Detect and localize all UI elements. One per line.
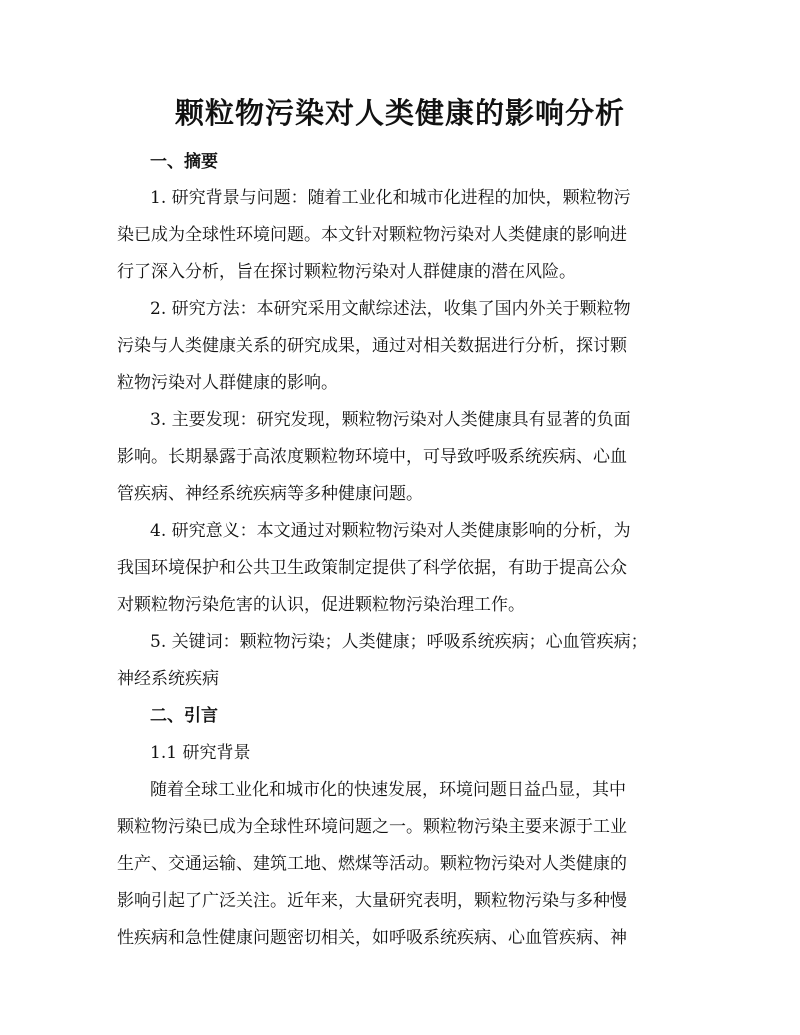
abstract-item-4-line-3: 对颗粒物污染危害的认识，促进颗粒物污染治理工作。 xyxy=(117,595,525,615)
subsection-heading-1-1: 1.1 研究背景 xyxy=(150,743,251,763)
background-line-4: 影响引起了广泛关注。近年来，大量研究表明，颗粒物污染与多种慢 xyxy=(117,891,627,911)
abstract-item-1-line-2: 染已成为全球性环境问题。本文针对颗粒物污染对人类健康的影响进 xyxy=(117,225,627,245)
abstract-item-5-line-2: 神经系统疾病 xyxy=(117,669,219,689)
background-line-2: 颗粒物污染已成为全球性环境问题之一。颗粒物污染主要来源于工业 xyxy=(117,817,627,837)
abstract-item-2-line-1: 2. 研究方法：本研究采用文献综述法，收集了国内外关于颗粒物 xyxy=(150,299,631,319)
section-heading-intro: 二、引言 xyxy=(150,706,218,726)
abstract-item-5-line-1: 5. 关键词：颗粒物污染；人类健康；呼吸系统疾病；心血管疾病； xyxy=(150,632,648,652)
background-line-5: 性疾病和急性健康问题密切相关，如呼吸系统疾病、心血管疾病、神 xyxy=(117,928,627,948)
abstract-item-3-line-3: 管疾病、神经系统疾病等多种健康问题。 xyxy=(117,484,423,504)
section-heading-abstract: 一、摘要 xyxy=(150,152,218,172)
abstract-item-1-line-3: 行了深入分析，旨在探讨颗粒物污染对人群健康的潜在风险。 xyxy=(117,262,576,282)
abstract-item-1-line-1: 1. 研究背景与问题：随着工业化和城市化进程的加快，颗粒物污 xyxy=(150,188,631,208)
abstract-item-3-line-1: 3. 主要发现：研究发现，颗粒物污染对人类健康具有显著的负面 xyxy=(150,410,631,430)
abstract-item-3-line-2: 影响。长期暴露于高浓度颗粒物环境中，可导致呼吸系统疾病、心血 xyxy=(117,447,627,467)
abstract-item-4-line-1: 4. 研究意义：本文通过对颗粒物污染对人类健康影响的分析，为 xyxy=(150,521,631,541)
abstract-item-2-line-2: 污染与人类健康关系的研究成果，通过对相关数据进行分析，探讨颗 xyxy=(117,336,627,356)
background-line-3: 生产、交通运输、建筑工地、燃煤等活动。颗粒物污染对人类健康的 xyxy=(117,854,627,874)
background-line-1: 随着全球工业化和城市化的快速发展，环境问题日益凸显，其中 xyxy=(150,780,626,800)
abstract-item-2-line-3: 粒物污染对人群健康的影响。 xyxy=(117,373,338,393)
document-title: 颗粒物污染对人类健康的影响分析 xyxy=(174,96,625,130)
abstract-item-4-line-2: 我国环境保护和公共卫生政策制定提供了科学依据，有助于提高公众 xyxy=(117,558,627,578)
